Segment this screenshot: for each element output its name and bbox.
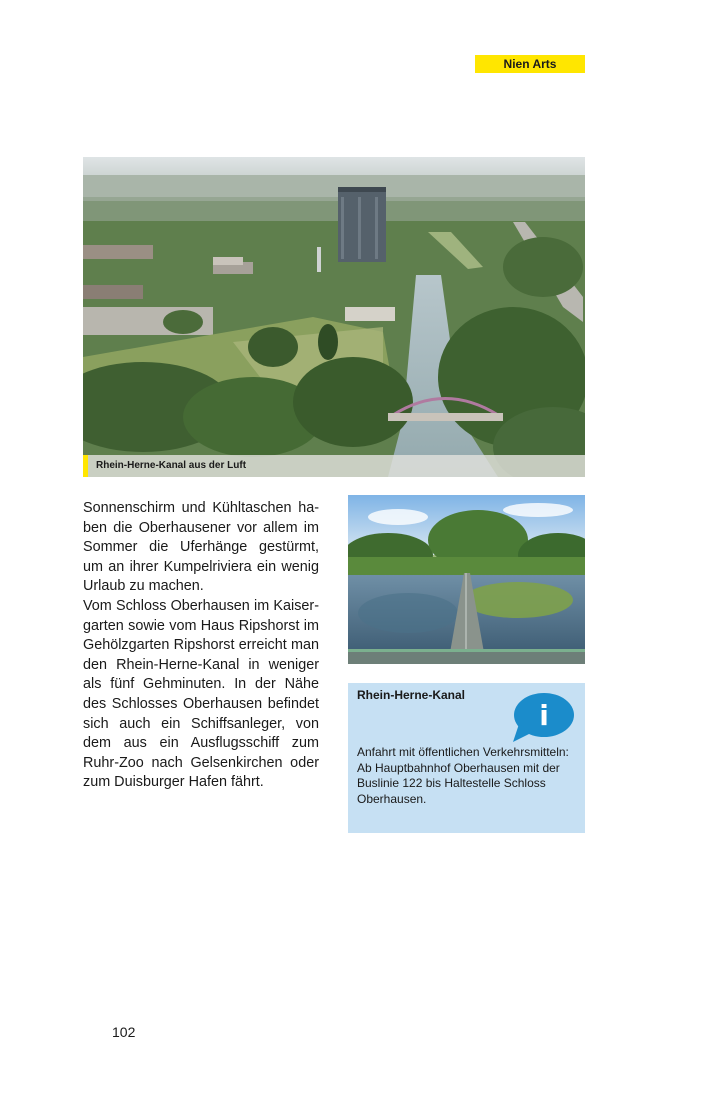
info-box-title: Rhein-Herne-Kanal — [357, 688, 466, 702]
caption-marker — [83, 455, 88, 477]
info-box-text: Anfahrt mit öffentlichen Verkehrsmitteln: Ab Hauptbahnhof Oberhausen mit der Buslinie 122 bis Haltestelle Schloss Oberhausen. — [357, 745, 569, 806]
main-photo — [83, 157, 585, 477]
page-number: 102 — [112, 1024, 136, 1040]
body-paragraph: Sonnenschirm und Kühltaschen haben die Oberhausener vor allem im Sommer die Uferhänge gestürmt, um an ihrer Kumpelriviera ein wenig Urlaub zu machen. — [83, 500, 319, 595]
footbridge-pond-image — [348, 495, 585, 664]
canal-aerial-image — [83, 157, 585, 477]
body-text — [83, 499, 319, 793]
photo-caption-bar — [83, 455, 585, 477]
info-box — [348, 683, 585, 833]
small-photo — [348, 495, 585, 664]
info-speech-bubble-icon — [511, 692, 575, 744]
section-tag: Nien Arts — [475, 55, 585, 73]
body-paragraph: Vom Schloss Oberhausen im Kaisergarten sowie vom Haus Ripshorst im Gehölzgarten Ripshorst erreicht man den Rhein-Herne-Kanal in weniger als fünf Gehminuten. In der Nähe des Schlosses Oberhausen befindet sich auch ein Schiffsanleger, von dem aus ein Ausflugsschiff zum Ruhr-Zoo nach Gelsenkirchen oder zum Duisburger Hafen fährt. — [83, 597, 319, 791]
info-icon-letter: i — [539, 699, 549, 732]
photo-caption: Rhein-Herne-Kanal aus der Luft — [96, 460, 247, 471]
